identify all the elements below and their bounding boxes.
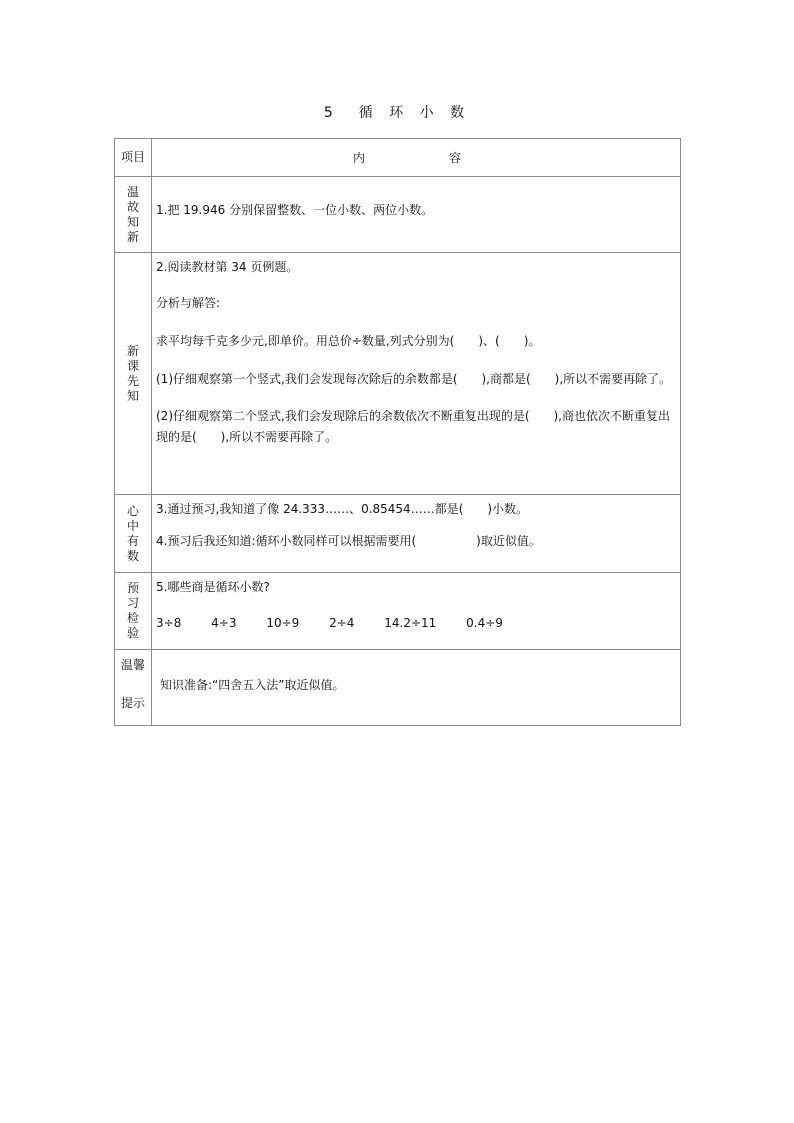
row-label-check: 预 习 检 验 bbox=[115, 573, 152, 650]
row-content-tips bbox=[152, 650, 681, 726]
row-label-tips: 温馨 提示 bbox=[115, 650, 152, 726]
row-content-summary bbox=[152, 495, 681, 573]
expression-item: 14.2÷11 bbox=[384, 616, 437, 630]
expression-list bbox=[156, 613, 678, 633]
question-3: 3.通过预习,我知道了像 24.333……、0.85454……都是( )小数。 bbox=[156, 502, 529, 516]
row-content-new-lesson bbox=[152, 253, 681, 495]
table-row-new-lesson bbox=[115, 253, 681, 495]
expression-item: 2÷4 bbox=[329, 616, 355, 630]
question-1: 1.把 19.946 分别保留整数、一位小数、两位小数。 bbox=[156, 203, 434, 217]
header-item: 项目 bbox=[115, 139, 152, 177]
question-2-part-2: (2)仔细观察第二个竖式,我们会发现除后的余数依次不断重复出现的是( ),商也依次不断重复出现的是( ),所以不需要再除了。 bbox=[156, 409, 670, 444]
table-row-tips bbox=[115, 650, 681, 726]
page-title: 5 循 环 小 数 bbox=[323, 105, 471, 121]
table-row-review bbox=[115, 177, 681, 253]
expression-item: 10÷9 bbox=[266, 616, 300, 630]
expression-item: 0.4÷9 bbox=[466, 616, 503, 630]
row-content-check bbox=[152, 573, 681, 650]
row-label-new-lesson: 新 课 先 知 bbox=[115, 253, 152, 495]
expression-item: 4÷3 bbox=[211, 616, 237, 630]
table-header-row bbox=[115, 139, 681, 177]
question-4: 4.预习后我还知道:循环小数同样可以根据需要用( )取近似值。 bbox=[156, 534, 541, 548]
header-content: 内 容 bbox=[152, 139, 681, 177]
row-label-review: 温 故 知 新 bbox=[115, 177, 152, 253]
question-2-part-1: (1)仔细观察第一个竖式,我们会发现每次除后的余数都是( ),商都是( ),所以不需要再除了。 bbox=[156, 372, 672, 386]
row-content-review bbox=[152, 177, 681, 253]
analysis-label: 分析与解答: bbox=[156, 296, 221, 310]
question-5: 5.哪些商是循环小数? bbox=[156, 580, 270, 594]
question-2-formula: 求平均每千克多少元,即单价。用总价÷数量,列式分别为( )、( )。 bbox=[156, 334, 541, 348]
table-row-summary bbox=[115, 495, 681, 573]
expression-item: 3÷8 bbox=[156, 616, 182, 630]
tip-text: 知识准备:“四舍五入法”取近似值。 bbox=[160, 678, 345, 692]
question-2: 2.阅读教材第 34 页例题。 bbox=[156, 260, 299, 274]
lesson-table bbox=[114, 138, 681, 726]
table-row-check bbox=[115, 573, 681, 650]
row-label-summary: 心 中 有 数 bbox=[115, 495, 152, 573]
